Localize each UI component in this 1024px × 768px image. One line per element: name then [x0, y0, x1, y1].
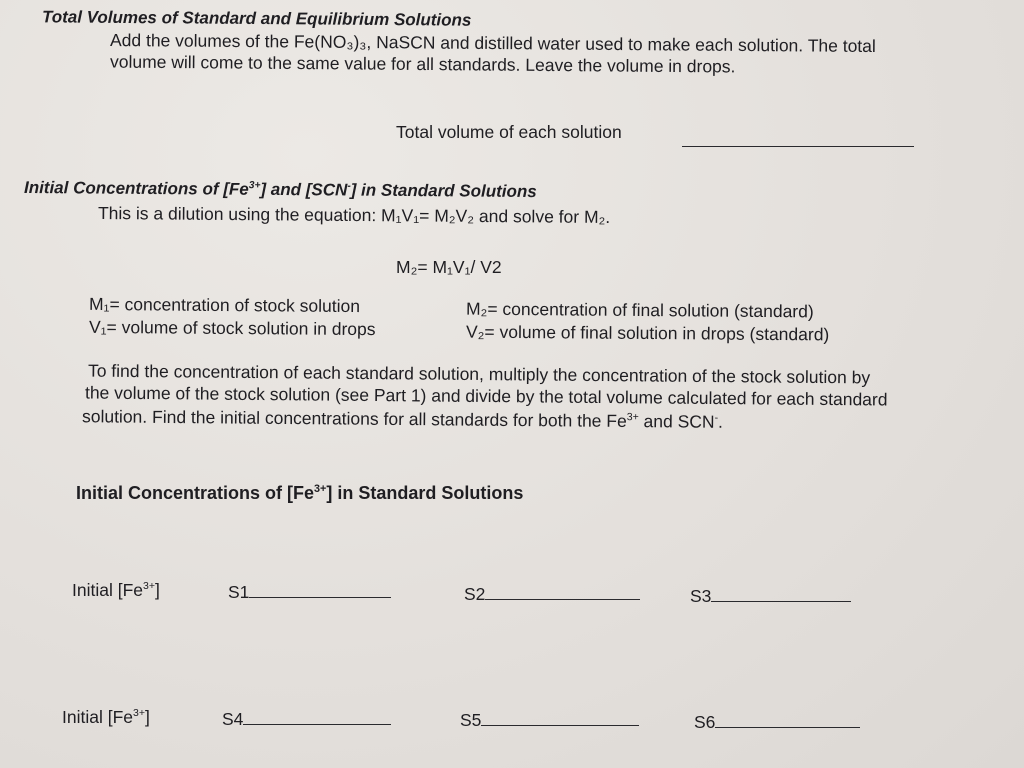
standard-s1: S1 — [228, 582, 391, 603]
row-label-initial-fe: Initial $[Fe^{3+}]$ — [62, 707, 150, 727]
s4-answer-line[interactable] — [243, 724, 391, 725]
paragraph-line: Add the volumes of the Fe(NO₃)₃, NaSCN and distilled water used to make each solution. The total — [109, 29, 876, 57]
standard-s5: S5 — [460, 710, 639, 731]
standard-s4: S4 — [222, 709, 391, 730]
s3-answer-line[interactable] — [711, 601, 851, 602]
instruction-line: the volume of the stock solution (see Part 1) and divide by the total volume calculated for each standard — [84, 382, 888, 410]
standard-s3: S3 — [690, 586, 851, 607]
standard-s2: S2 — [464, 584, 640, 605]
definition-m1: M₁= concentration of stock solution — [88, 293, 361, 317]
definition-v1: V₁= volume of stock solution in drops — [88, 316, 376, 340]
fe-concentrations-heading: Initial Concentrations of $[Fe^{3+}]$ in Standard Solutions — [76, 483, 524, 503]
definition-v2: V₂= volume of final solution in drops (standard) — [465, 321, 830, 345]
dilution-intro: This is a dilution using the equation: M₁V₁= M₂V₂ and solve for M₂. — [97, 202, 611, 228]
s2-answer-line[interactable] — [485, 599, 640, 600]
s1-answer-line[interactable] — [249, 597, 391, 598]
definition-m2: M₂= concentration of final solution (standard) — [465, 298, 814, 322]
paragraph-line: volume will come to the same value for all standards. Leave the volume in drops. — [109, 51, 736, 77]
standard-s6: S6 — [694, 712, 860, 733]
section-heading-initial-concentrations: Initial Concentrations of $[Fe^{3+}]$ and [SCN-] in Standard Solutions — [23, 177, 537, 202]
dilution-equation: M₂= M₁V₁/ V2 — [396, 257, 502, 277]
total-volume-answer-line[interactable] — [682, 146, 914, 147]
instruction-line: solution. Find the initial concentrations for all standards for both the $Fe^{3+}$ and SCN-. — [81, 406, 724, 432]
section-heading-total-volumes: Total Volumes of Standard and Equilibrium Solutions — [41, 7, 472, 30]
s6-answer-line[interactable] — [715, 727, 860, 728]
total-volume-label: Total volume of each solution — [396, 122, 622, 142]
s5-answer-line[interactable] — [481, 725, 639, 726]
row-label-initial-fe: Initial $[Fe^{3+}]$ — [72, 580, 160, 600]
instruction-line: To find the concentration of each standard solution, multiply the concentration of the stock solution by — [87, 360, 871, 388]
